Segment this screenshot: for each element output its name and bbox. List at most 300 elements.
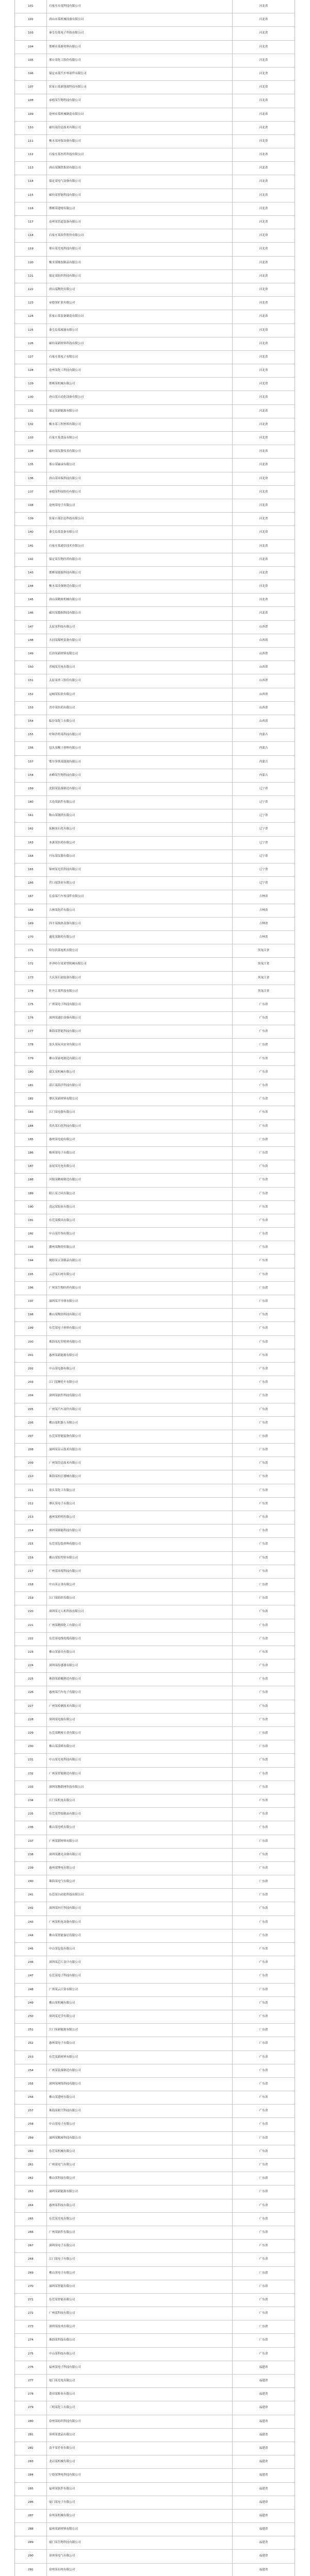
region: 内蒙古 — [259, 747, 268, 750]
table-row — [15, 1579, 295, 1592]
region: 山西省 — [259, 706, 268, 709]
company-name: 汕尾某光电有限公司 — [47, 1160, 233, 1173]
row-number: 140 — [15, 526, 47, 539]
region: 内蒙古 — [259, 733, 268, 737]
region: 福建省 — [259, 2473, 268, 2477]
row-number: 258 — [15, 2118, 47, 2131]
table-row — [15, 94, 295, 108]
table-row — [15, 2037, 295, 2050]
company-name: 廊坊某仪器仪表有限公司 — [47, 445, 233, 458]
region: 广东省 — [259, 2096, 268, 2099]
region: 黑龙江省 — [257, 989, 270, 993]
row-number: 105 — [15, 54, 47, 67]
row-number: 276 — [15, 2361, 47, 2374]
row-number: 259 — [15, 2132, 47, 2145]
table-row — [15, 1686, 295, 1700]
row-number: 286 — [15, 2496, 47, 2509]
region: 辽宁省 — [259, 827, 268, 831]
region: 河北省 — [259, 598, 268, 602]
table-row — [15, 1929, 295, 1943]
row-number: 212 — [15, 1498, 47, 1511]
table-row — [15, 769, 295, 783]
row-number: 266 — [15, 2226, 47, 2239]
company-name: 深圳某通信设备有限公司 — [47, 1012, 233, 1025]
table-row — [15, 2185, 295, 2199]
table-row — [15, 1754, 295, 1767]
row-number: 268 — [15, 2253, 47, 2266]
region: 福建省 — [259, 2419, 268, 2423]
table-row — [15, 2159, 295, 2172]
row-number: 280 — [15, 2415, 47, 2428]
region: 辽宁省 — [259, 814, 268, 818]
table-row — [15, 1255, 295, 1268]
region: 广东省 — [259, 1812, 268, 1816]
region: 河北省 — [259, 126, 268, 129]
region: 广东省 — [259, 2014, 268, 2018]
row-number: 205 — [15, 1403, 47, 1416]
table-row — [15, 499, 295, 513]
region: 广东省 — [259, 1758, 268, 1762]
company-name: 通化某制药有限公司 — [47, 931, 233, 944]
company-name: 沧州市某机械制造有限公司 — [47, 108, 233, 121]
row-number: 232 — [15, 1768, 47, 1781]
row-number: 200 — [15, 1336, 47, 1349]
region: 河北省 — [259, 328, 268, 332]
table-row — [15, 2024, 295, 2037]
region: 河北省 — [259, 315, 268, 318]
table-row — [15, 41, 295, 54]
table-row — [15, 337, 295, 351]
table-row — [15, 432, 295, 445]
company-name: 深圳某半导体有限公司 — [47, 1295, 233, 1308]
region: 福建省 — [259, 2528, 268, 2531]
region: 山西省 — [259, 625, 268, 629]
row-number: 173 — [15, 972, 47, 985]
row-number: 253 — [15, 2051, 47, 2064]
row-number: 209 — [15, 1457, 47, 1470]
row-number: 195 — [15, 1268, 47, 1281]
company-name: 保定某电气设备有限公司 — [47, 175, 233, 188]
region: 广东省 — [259, 1704, 268, 1708]
company-name: 深圳某软件科技有限公司 — [47, 1389, 233, 1402]
company-name: 深圳某网络科技有限公司 — [47, 2078, 233, 2091]
row-number: 161 — [15, 809, 47, 822]
row-number: 271 — [15, 2294, 47, 2307]
company-name: 抚顺某石化有限公司 — [47, 823, 233, 836]
row-number: 242 — [15, 1902, 47, 1915]
company-name: 东莞某机械有限公司 — [47, 2145, 233, 2158]
row-number: 291 — [15, 2564, 47, 2576]
company-name: 齐齐哈尔某重型机械有限公司 — [47, 958, 233, 971]
table-row — [15, 229, 295, 243]
region: 广东省 — [259, 2352, 268, 2355]
row-number: 208 — [15, 1444, 47, 1456]
company-name: 佛山某建材有限公司 — [47, 2091, 233, 2104]
row-number: 125 — [15, 324, 47, 337]
table-row — [15, 2550, 295, 2563]
region: 广东省 — [259, 2271, 268, 2275]
company-name: 广州某智能制造有限公司 — [47, 1768, 233, 1781]
table-row — [15, 2172, 295, 2185]
row-number: 257 — [15, 2105, 47, 2117]
row-number: 207 — [15, 1430, 47, 1443]
table-row — [15, 540, 295, 553]
company-name: 广州某信息技术有限公司 — [47, 1457, 233, 1470]
region: 吉林省 — [259, 908, 268, 912]
row-number: 163 — [15, 837, 47, 850]
company-name: 深圳某电子有限公司 — [47, 2240, 233, 2252]
table-row — [15, 0, 295, 13]
company-name: 广州某精细化工有限公司 — [47, 1619, 233, 1632]
company-name: 邢台某化工股份有限公司 — [47, 54, 233, 67]
row-number: 174 — [15, 985, 47, 998]
company-name: 深圳某技术有限公司 — [47, 2320, 233, 2333]
region: 福建省 — [259, 2433, 268, 2436]
table-row — [15, 837, 295, 850]
table-row — [15, 1714, 295, 1727]
table-row — [15, 1106, 295, 1120]
company-name: 肇庆某电子有限公司 — [47, 1498, 233, 1511]
region: 广东省 — [259, 1934, 268, 1937]
row-number: 204 — [15, 1389, 47, 1402]
row-number: 133 — [15, 432, 47, 445]
table-row — [15, 2132, 295, 2145]
region: 河北省 — [259, 422, 268, 426]
region: 广东省 — [259, 1421, 268, 1425]
region: 广东省 — [259, 1920, 268, 1924]
table-row — [15, 1025, 295, 1039]
region: 广东省 — [259, 1313, 268, 1317]
company-name: 江门某电子有限公司 — [47, 2253, 233, 2266]
region: 广东省 — [259, 1597, 268, 1600]
table-row — [15, 998, 295, 1012]
company-name: 中山某五金有限公司 — [47, 1579, 233, 1591]
row-number: 132 — [15, 418, 47, 431]
company-name: 佛山某涂料有限公司 — [47, 1740, 233, 1753]
table-row — [15, 661, 295, 674]
region: 辽宁省 — [259, 868, 268, 871]
table-row — [15, 1079, 295, 1093]
region: 内蒙古 — [259, 773, 268, 777]
region: 广东省 — [259, 1138, 268, 1141]
table-row — [15, 2267, 295, 2280]
company-name: 保定某纺织科技有限公司 — [47, 270, 233, 283]
company-name: 广州某云计算有限公司 — [47, 1984, 233, 1996]
table-row — [15, 324, 295, 337]
company-name: 江门某纺织有限公司 — [47, 1592, 233, 1605]
row-number: 226 — [15, 1686, 47, 1699]
row-number: 245 — [15, 1943, 47, 1956]
company-name: 包头某稀土材料有限公司 — [47, 742, 233, 755]
company-name: 中山某科技有限公司 — [47, 2348, 233, 2361]
company-name: 东莞某精密五金有限公司 — [47, 1727, 233, 1740]
region: 山西省 — [259, 719, 268, 723]
company-name: 佛山某家具有限公司 — [47, 1646, 233, 1659]
company-name: 深圳某物联网科技有限公司 — [47, 1781, 233, 1794]
row-number: 152 — [15, 688, 47, 701]
row-number: 178 — [15, 1039, 47, 1052]
table-row — [15, 486, 295, 499]
company-name: 云浮某石材有限公司 — [47, 1268, 233, 1281]
company-name: 泉州某机械有限公司 — [47, 2510, 233, 2522]
company-name: 大连某软件有限公司 — [47, 796, 233, 809]
company-name: 广州某电气有限公司 — [47, 2159, 233, 2172]
region: 河北省 — [259, 166, 268, 170]
company-name: 广州某生物医药有限公司 — [47, 1282, 233, 1295]
company-name: 三明某化工有限公司 — [47, 2401, 233, 2414]
region: 河北省 — [259, 396, 268, 399]
region: 广东省 — [259, 2149, 268, 2153]
row-number: 142 — [15, 553, 47, 566]
row-number: 168 — [15, 904, 47, 917]
row-number: 272 — [15, 2307, 47, 2320]
region: 河北省 — [259, 503, 268, 507]
row-number: 250 — [15, 2010, 47, 2023]
row-number: 170 — [15, 931, 47, 944]
table-row — [15, 1268, 295, 1282]
table-row — [15, 1120, 295, 1133]
row-number: 160 — [15, 796, 47, 809]
table-row — [15, 1673, 295, 1686]
company-name: 张家口某信息科技有限公司 — [47, 513, 233, 526]
row-number: 145 — [15, 594, 47, 606]
table-row — [15, 1659, 295, 1673]
company-name: 佛山某电机有限公司 — [47, 1821, 233, 1834]
region: 广东省 — [259, 2244, 268, 2248]
row-number: 130 — [15, 391, 47, 404]
company-name: 石家庄市某科技有限公司 — [47, 0, 233, 13]
row-number: 165 — [15, 863, 47, 876]
region: 山西省 — [259, 652, 268, 655]
company-name: 深圳某显示技术有限公司 — [47, 1444, 233, 1456]
table-row — [15, 1943, 295, 1956]
region: 广东省 — [259, 1839, 268, 1843]
row-number: 231 — [15, 1754, 47, 1767]
row-number: 290 — [15, 2550, 47, 2563]
region: 广东省 — [259, 1556, 268, 1560]
row-number: 149 — [15, 648, 47, 660]
company-name: 中山某电子有限公司 — [47, 2118, 233, 2131]
row-number: 153 — [15, 702, 47, 715]
company-name: 珠海某打印耗材有限公司 — [47, 1336, 233, 1349]
region: 广东省 — [259, 2258, 268, 2261]
company-name: 广州某汽车部件有限公司 — [47, 1403, 233, 1416]
row-number: 117 — [15, 216, 47, 229]
company-name: 宁德某锂电科技有限公司 — [47, 2469, 233, 2482]
region: 广东省 — [259, 2069, 268, 2072]
table-row — [15, 283, 295, 297]
region: 河北省 — [259, 139, 268, 143]
row-number: 227 — [15, 1700, 47, 1713]
region: 河北省 — [259, 342, 268, 345]
row-number: 166 — [15, 877, 47, 890]
row-number: 108 — [15, 94, 47, 107]
row-number: 121 — [15, 270, 47, 283]
table-row — [15, 2078, 295, 2091]
company-name: 晋中某医药有限公司 — [47, 702, 233, 715]
region: 广东省 — [259, 1394, 268, 1398]
company-name: 锦州某光伏科技有限公司 — [47, 863, 233, 876]
row-number: 241 — [15, 1889, 47, 1902]
table-row — [15, 1794, 295, 1808]
row-number: 230 — [15, 1740, 47, 1753]
table-row — [15, 2429, 295, 2442]
table-row — [15, 621, 295, 634]
company-name: 佛山某陶瓷科技有限公司 — [47, 1309, 233, 1321]
company-name: 赤峰某生物科技有限公司 — [47, 769, 233, 782]
company-name: 石家庄某通信技术有限公司 — [47, 540, 233, 553]
region: 广东省 — [259, 1165, 268, 1168]
company-name: 东莞某自动化科技有限公司 — [47, 1889, 233, 1902]
table-row — [15, 553, 295, 567]
table-row — [15, 526, 295, 539]
row-number: 177 — [15, 1025, 47, 1038]
company-name: 漳州某食品有限公司 — [47, 2429, 233, 2442]
region: 广东省 — [259, 2136, 268, 2140]
company-name: 清远某铝业有限公司 — [47, 1201, 233, 1214]
row-number: 180 — [15, 1066, 47, 1079]
row-number: 270 — [15, 2280, 47, 2293]
table-row — [15, 1619, 295, 1633]
company-name: 唐山某精密机械有限公司 — [47, 594, 233, 606]
region: 广东省 — [259, 1246, 268, 1249]
company-name: 佛山某智能家居有限公司 — [47, 1929, 233, 1942]
company-name: 广州某机电设备有限公司 — [47, 1916, 233, 1929]
company-name: 沧州某管道装备有限公司 — [47, 216, 233, 229]
region: 河北省 — [259, 247, 268, 251]
row-number: 162 — [15, 823, 47, 836]
table-row — [15, 1511, 295, 1524]
region: 河北省 — [259, 450, 268, 453]
company-name: 秦皇岛某装备有限公司 — [47, 526, 233, 539]
region: 广东省 — [259, 1462, 268, 1465]
row-number: 255 — [15, 2078, 47, 2091]
table-row — [15, 1430, 295, 1444]
region: 广东省 — [259, 1448, 268, 1452]
table-row — [15, 189, 295, 202]
region: 河北省 — [259, 490, 268, 494]
row-number: 223 — [15, 1646, 47, 1659]
region: 广东省 — [259, 1732, 268, 1735]
company-name: 唐山某陶瓷有限公司 — [47, 283, 233, 296]
table-row — [15, 351, 295, 364]
company-name: 广州某装备制造有限公司 — [47, 2064, 233, 2077]
table-row — [15, 175, 295, 189]
region: 河北省 — [259, 207, 268, 210]
region: 广东省 — [259, 2001, 268, 2005]
company-name: 珠海某游艇制造有限公司 — [47, 1673, 233, 1686]
table-row — [15, 1552, 295, 1565]
region: 吉林省 — [259, 895, 268, 899]
region: 广东省 — [259, 1300, 268, 1303]
region: 广东省 — [259, 1434, 268, 1438]
row-number: 183 — [15, 1106, 47, 1119]
region: 广东省 — [259, 2028, 268, 2032]
table-row — [15, 13, 295, 27]
table-row — [15, 918, 295, 931]
company-name: 廊坊某智能科技有限公司 — [47, 189, 233, 202]
table-row — [15, 2375, 295, 2388]
table-row — [15, 2334, 295, 2347]
table-row — [15, 809, 295, 823]
company-name: 泉州某纺织科技有限公司 — [47, 2415, 233, 2428]
row-number: 179 — [15, 1053, 47, 1065]
row-number: 193 — [15, 1241, 47, 1254]
row-number: 284 — [15, 2469, 47, 2482]
region: 广东省 — [259, 2042, 268, 2045]
company-name: 保定某生物医药有限公司 — [47, 553, 233, 566]
region: 河北省 — [259, 99, 268, 103]
company-name: 石家庄某食品有限公司 — [47, 432, 233, 445]
row-number: 263 — [15, 2185, 47, 2198]
region: 河北省 — [259, 557, 268, 561]
region: 河北省 — [259, 355, 268, 359]
row-number: 217 — [15, 1565, 47, 1578]
region: 河北省 — [259, 409, 268, 413]
row-number: 196 — [15, 1282, 47, 1295]
company-name: 营口某镁业有限公司 — [47, 877, 233, 890]
row-number: 148 — [15, 634, 47, 647]
table-row — [15, 257, 295, 270]
region: 河北省 — [259, 517, 268, 521]
company-name: 保定某新能源有限公司 — [47, 405, 233, 418]
table-row — [15, 1849, 295, 1862]
table-row — [15, 674, 295, 688]
table-row — [15, 1498, 295, 1511]
row-number: 111 — [15, 135, 47, 148]
company-name: 江门某摩托车有限公司 — [47, 1376, 233, 1389]
region: 广东省 — [259, 1273, 268, 1276]
company-name: 潮州某陶瓷有限公司 — [47, 1241, 233, 1254]
row-number: 215 — [15, 1538, 47, 1551]
table-row — [15, 1700, 295, 1714]
region: 河北省 — [259, 274, 268, 278]
region: 河北省 — [259, 571, 268, 574]
table-row — [15, 2388, 295, 2401]
row-number: 278 — [15, 2388, 47, 2401]
row-number: 287 — [15, 2510, 47, 2522]
region: 广东省 — [259, 1650, 268, 1654]
company-name: 珠海某科技有限公司 — [47, 2334, 233, 2347]
company-name: 牡丹江某科技有限公司 — [47, 985, 233, 998]
table-row — [15, 1295, 295, 1309]
row-number: 169 — [15, 918, 47, 930]
company-name: 大同某煤机装备有限公司 — [47, 634, 233, 647]
company-name: 河源某精密制造有限公司 — [47, 1174, 233, 1187]
company-name: 揭阳某五金制品有限公司 — [47, 1255, 233, 1267]
company-name: 唐山某钢铁集团有限公司 — [47, 162, 233, 175]
table-row — [15, 391, 295, 404]
row-number: 120 — [15, 257, 47, 269]
region: 广东省 — [259, 1488, 268, 1492]
company-name: 漳州某电气有限公司 — [47, 2550, 233, 2563]
row-number: 155 — [15, 728, 47, 741]
company-name: 运城某铝业有限公司 — [47, 688, 233, 701]
row-number: 129 — [15, 378, 47, 391]
region: 广东省 — [259, 1502, 268, 1505]
table-row — [15, 1228, 295, 1241]
company-name: 廊坊某数据科技有限公司 — [47, 607, 233, 620]
table-row — [15, 513, 295, 526]
company-name: 中山某灯饰有限公司 — [47, 1228, 233, 1241]
company-name: 廊坊某信息技术有限公司 — [47, 122, 233, 134]
row-number: 184 — [15, 1120, 47, 1133]
region: 广东省 — [259, 1623, 268, 1627]
row-number: 118 — [15, 229, 47, 242]
table-row — [15, 823, 295, 836]
row-number: 267 — [15, 2240, 47, 2252]
table-row — [15, 742, 295, 755]
